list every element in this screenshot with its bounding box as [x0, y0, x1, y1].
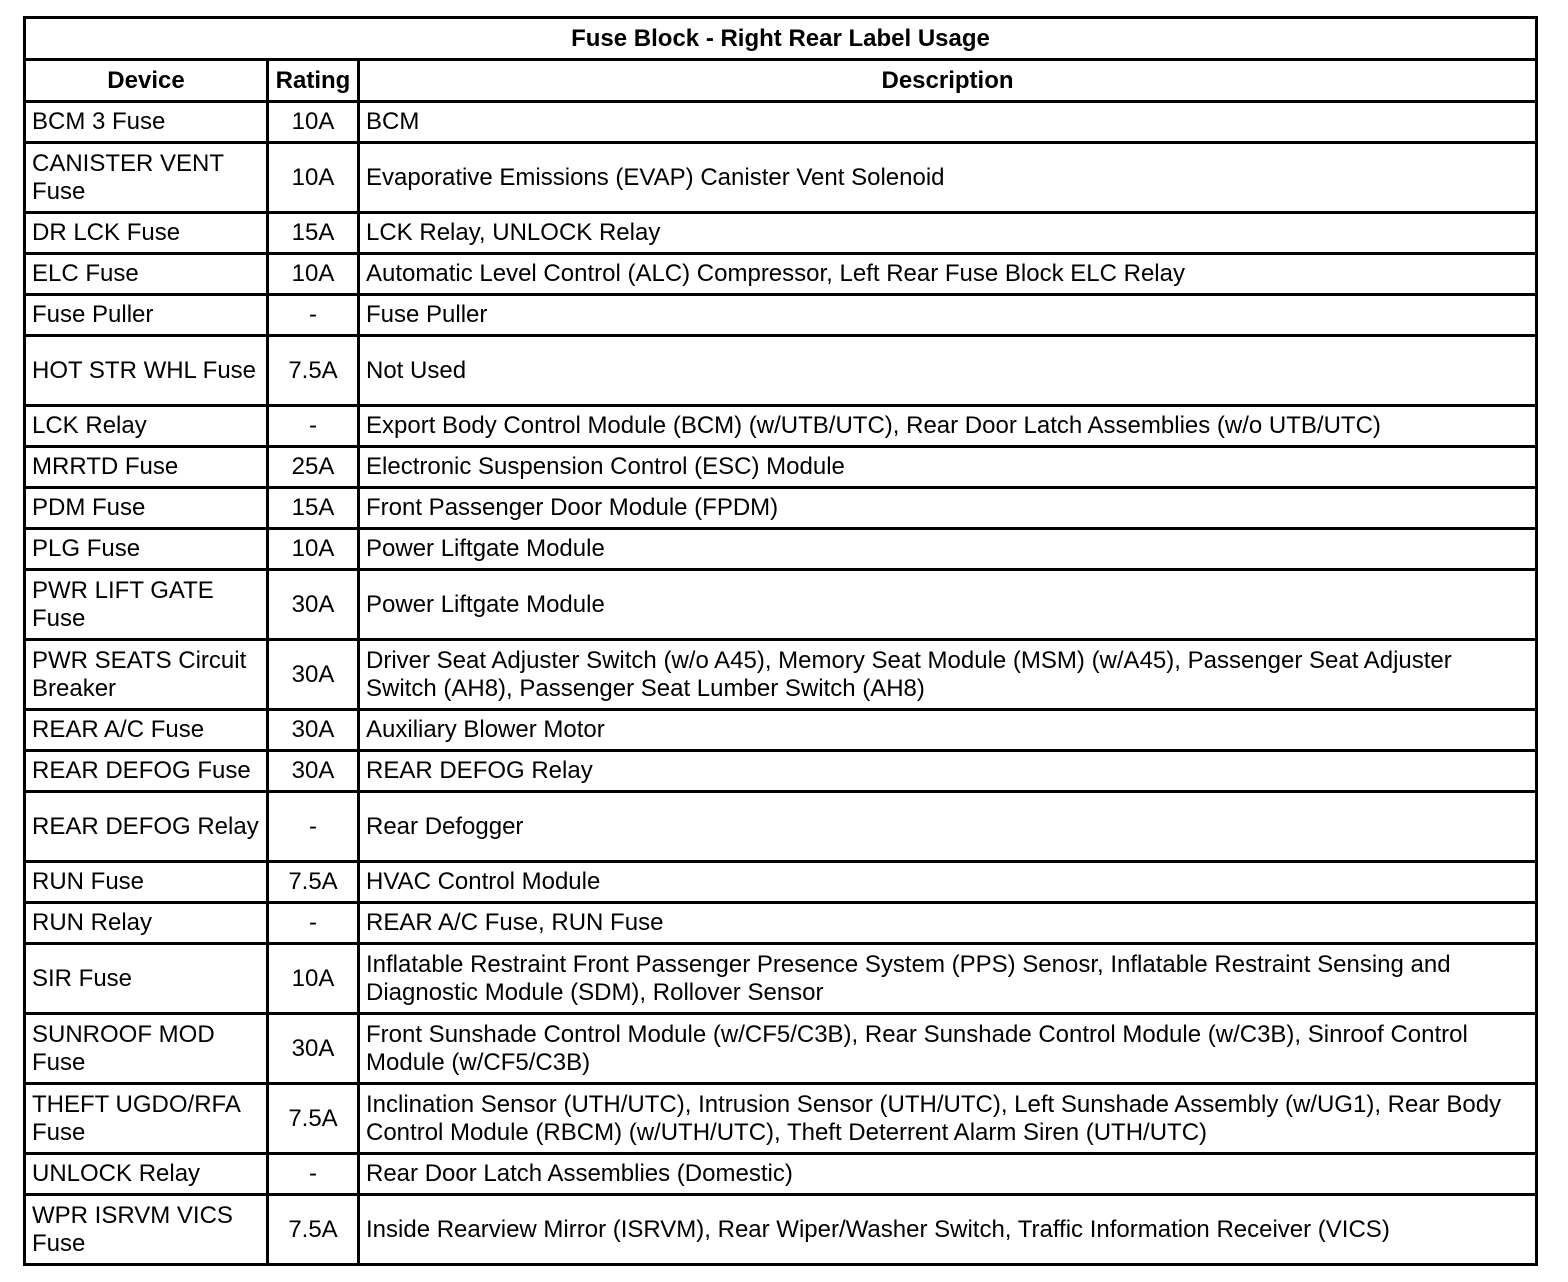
device-cell: PLG Fuse	[25, 529, 268, 570]
rating-cell: 30A	[268, 640, 359, 710]
table-row	[25, 710, 1537, 751]
description-cell: Export Body Control Module (BCM) (w/UTB/UTC), Rear Door Latch Assemblies (w/o UTB/UTC)	[359, 406, 1537, 447]
description-cell: BCM	[359, 102, 1537, 143]
table-row	[25, 488, 1537, 529]
table-row	[25, 862, 1537, 903]
description-cell: REAR A/C Fuse, RUN Fuse	[359, 903, 1537, 944]
description-cell: Front Passenger Door Module (FPDM)	[359, 488, 1537, 529]
device-cell: WPR ISRVM VICS Fuse	[25, 1195, 268, 1265]
rating-cell: -	[268, 295, 359, 336]
table-row	[25, 447, 1537, 488]
rating-cell: 7.5A	[268, 336, 359, 406]
rating-cell: 7.5A	[268, 1084, 359, 1154]
description-cell: Auxiliary Blower Motor	[359, 710, 1537, 751]
rating-cell: 15A	[268, 213, 359, 254]
table-row	[25, 102, 1537, 143]
description-cell: Power Liftgate Module	[359, 529, 1537, 570]
table-row	[25, 1195, 1537, 1265]
device-cell: LCK Relay	[25, 406, 268, 447]
table-row	[25, 1014, 1537, 1084]
fuse-usage-table	[23, 16, 1538, 1266]
table-row	[25, 254, 1537, 295]
table-title: Fuse Block - Right Rear Label Usage	[25, 18, 1537, 60]
table-row	[25, 336, 1537, 406]
rating-cell: -	[268, 903, 359, 944]
table-row	[25, 1084, 1537, 1154]
device-cell: PWR LIFT GATE Fuse	[25, 570, 268, 640]
table-title-row	[25, 18, 1537, 60]
device-cell: REAR DEFOG Relay	[25, 792, 268, 862]
description-cell: Power Liftgate Module	[359, 570, 1537, 640]
description-cell: Inside Rearview Mirror (ISRVM), Rear Wiper/Washer Switch, Traffic Information Receiver (VICS)	[359, 1195, 1537, 1265]
rating-cell: 30A	[268, 1014, 359, 1084]
description-cell: Fuse Puller	[359, 295, 1537, 336]
rating-cell: 30A	[268, 751, 359, 792]
rating-cell: 10A	[268, 102, 359, 143]
table-row	[25, 903, 1537, 944]
description-cell: HVAC Control Module	[359, 862, 1537, 903]
description-cell: Automatic Level Control (ALC) Compressor, Left Rear Fuse Block ELC Relay	[359, 254, 1537, 295]
rating-cell: -	[268, 792, 359, 862]
rating-cell: 10A	[268, 529, 359, 570]
device-cell: RUN Fuse	[25, 862, 268, 903]
device-cell: SUNROOF MOD Fuse	[25, 1014, 268, 1084]
header-rating: Rating	[268, 60, 359, 102]
description-cell: Front Sunshade Control Module (w/CF5/C3B), Rear Sunshade Control Module (w/C3B), Sinroof Control Module (w/CF5/C3B)	[359, 1014, 1537, 1084]
device-cell: MRRTD Fuse	[25, 447, 268, 488]
rating-cell: 25A	[268, 447, 359, 488]
description-cell: Evaporative Emissions (EVAP) Canister Vent Solenoid	[359, 143, 1537, 213]
device-cell: SIR Fuse	[25, 944, 268, 1014]
rating-cell: 10A	[268, 944, 359, 1014]
table-row	[25, 944, 1537, 1014]
header-description: Description	[359, 60, 1537, 102]
device-cell: DR LCK Fuse	[25, 213, 268, 254]
table-row	[25, 143, 1537, 213]
description-cell: Inclination Sensor (UTH/UTC), Intrusion Sensor (UTH/UTC), Left Sunshade Assembly (w/UG1), Rear Body Control Module (RBCM) (w/UTH/UTC), Theft Deterrent Alarm Siren (UTH/UTC)	[359, 1084, 1537, 1154]
rating-cell: 10A	[268, 254, 359, 295]
description-cell: REAR DEFOG Relay	[359, 751, 1537, 792]
rating-cell: 7.5A	[268, 862, 359, 903]
device-cell: THEFT UGDO/RFA Fuse	[25, 1084, 268, 1154]
device-cell: BCM 3 Fuse	[25, 102, 268, 143]
table-row	[25, 1154, 1537, 1195]
device-cell: HOT STR WHL Fuse	[25, 336, 268, 406]
rating-cell: 30A	[268, 570, 359, 640]
table-row	[25, 570, 1537, 640]
device-cell: PWR SEATS Circuit Breaker	[25, 640, 268, 710]
rating-cell: -	[268, 406, 359, 447]
description-cell: LCK Relay, UNLOCK Relay	[359, 213, 1537, 254]
device-cell: PDM Fuse	[25, 488, 268, 529]
device-cell: UNLOCK Relay	[25, 1154, 268, 1195]
device-cell: RUN Relay	[25, 903, 268, 944]
description-cell: Inflatable Restraint Front Passenger Presence System (PPS) Senosr, Inflatable Restraint Sensing and Diagnostic Module (SDM), Rollover Sensor	[359, 944, 1537, 1014]
table-row	[25, 213, 1537, 254]
description-cell: Rear Defogger	[359, 792, 1537, 862]
device-cell: REAR A/C Fuse	[25, 710, 268, 751]
table-row	[25, 792, 1537, 862]
description-cell: Rear Door Latch Assemblies (Domestic)	[359, 1154, 1537, 1195]
rating-cell: 7.5A	[268, 1195, 359, 1265]
description-cell: Driver Seat Adjuster Switch (w/o A45), Memory Seat Module (MSM) (w/A45), Passenger Seat Adjuster Switch (AH8), Passenger Seat Lumber Switch (AH8)	[359, 640, 1537, 710]
rating-cell: 10A	[268, 143, 359, 213]
device-cell: ELC Fuse	[25, 254, 268, 295]
table-row	[25, 751, 1537, 792]
header-device: Device	[25, 60, 268, 102]
device-cell: REAR DEFOG Fuse	[25, 751, 268, 792]
table-row	[25, 406, 1537, 447]
table-header-row	[25, 60, 1537, 102]
description-cell: Not Used	[359, 336, 1537, 406]
table-row	[25, 640, 1537, 710]
table-row	[25, 295, 1537, 336]
table-row	[25, 529, 1537, 570]
device-cell: CANISTER VENT Fuse	[25, 143, 268, 213]
rating-cell: 30A	[268, 710, 359, 751]
rating-cell: 15A	[268, 488, 359, 529]
device-cell: Fuse Puller	[25, 295, 268, 336]
description-cell: Electronic Suspension Control (ESC) Module	[359, 447, 1537, 488]
rating-cell: -	[268, 1154, 359, 1195]
